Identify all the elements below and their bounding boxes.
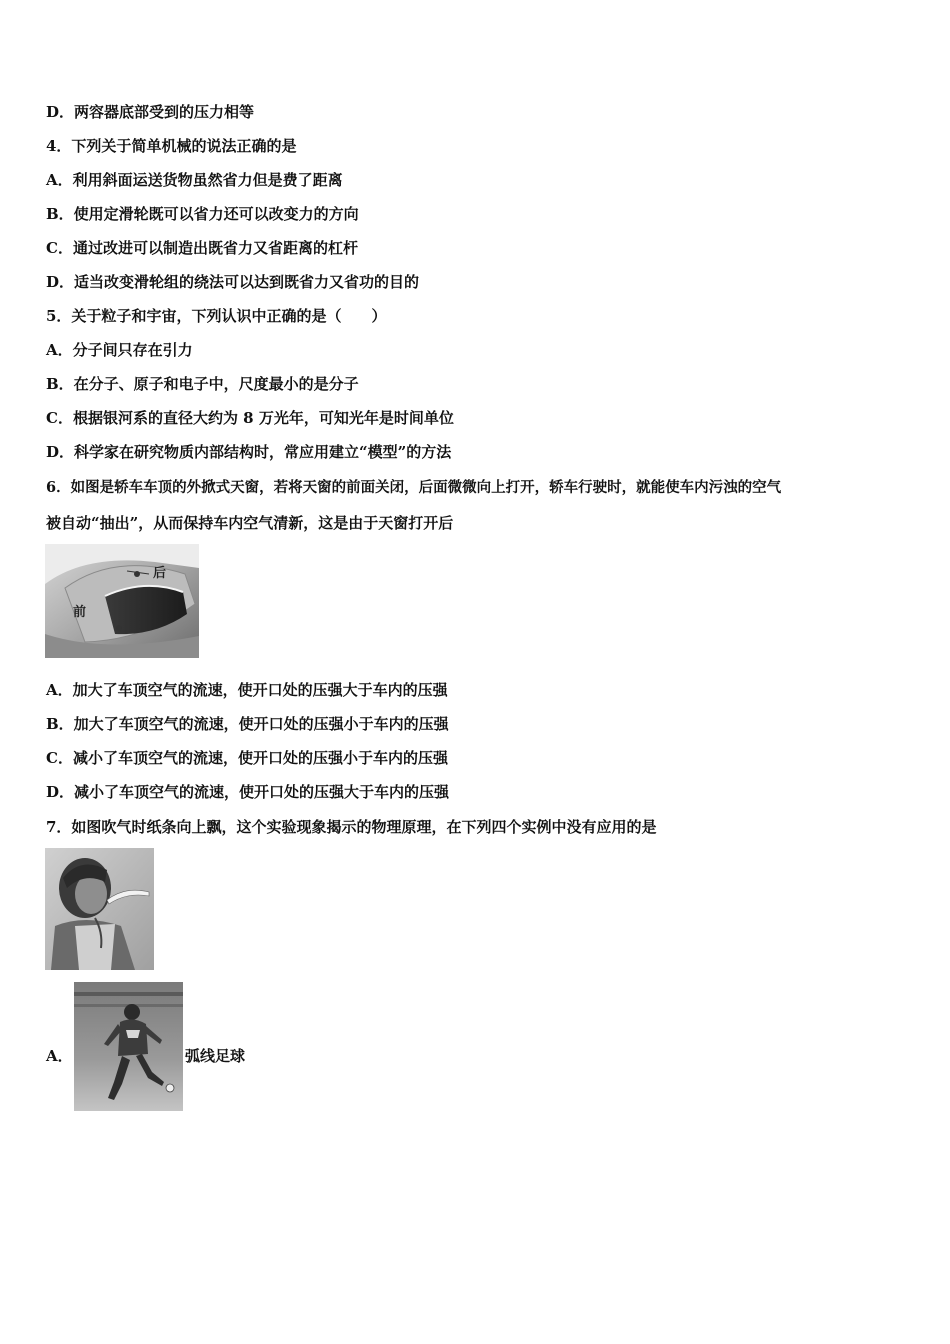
q7-option-a-text: 弧线足球 — [185, 1047, 246, 1065]
q6-stem-line1: 6．如图是轿车车顶的外掀式天窗，若将天窗的前面关闭，后面微微向上打开，轿车行驶时，就能使车内污浊的空气 — [46, 479, 782, 496]
sunroof-label-rear: 后 — [153, 566, 167, 581]
q5-option-c: C．根据银河系的直径大约为 8 万光年，可知光年是时间单位 — [46, 409, 454, 427]
q5-option-b: B．在分子、原子和电子中，尺度最小的是分子 — [46, 375, 359, 393]
q5-stem: 5．关于粒子和宇宙，下列认识中正确的是（ ） — [46, 307, 387, 325]
q5-option-d: D．科学家在研究物质内部结构时，常应用建立“模型”的方法 — [46, 443, 452, 461]
q6-option-d: D．减小了车顶空气的流速，使开口处的压强大于车内的压强 — [46, 783, 450, 801]
q6-stem-line2: 被自动“抽出”，从而保持车内空气清新，这是由于天窗打开后 — [46, 514, 454, 532]
q4-option-d: D．适当改变滑轮组的绕法可以达到既省力又省功的目的 — [46, 273, 420, 291]
q7-option-a-prefix: A． — [46, 1047, 73, 1065]
q4-option-c: C．通过改进可以制造出既省力又省距离的杠杆 — [46, 239, 358, 257]
q4-stem: 4．下列关于简单机械的说法正确的是 — [46, 137, 297, 155]
q3-option-d: D．两容器底部受到的压力相等 — [46, 103, 255, 121]
q6-option-a: A．加大了车顶空气的流速，使开口处的压强大于车内的压强 — [46, 681, 448, 699]
q6-option-b: B．加大了车顶空气的流速，使开口处的压强小于车内的压强 — [46, 715, 449, 733]
curve-football-figure — [74, 982, 183, 1111]
sunroof-figure — [45, 544, 199, 658]
q5-option-a: A．分子间只存在引力 — [46, 341, 193, 359]
q7-stem: 7．如图吹气时纸条向上飘，这个实验现象揭示的物理原理，在下列四个实例中没有应用的是 — [46, 818, 657, 836]
q6-option-c: C．减小了车顶空气的流速，使开口处的压强小于车内的压强 — [46, 749, 448, 767]
blowing-paper-figure — [45, 848, 154, 970]
q4-option-a: A．利用斜面运送货物虽然省力但是费了距离 — [46, 171, 343, 189]
q4-option-b: B．使用定滑轮既可以省力还可以改变力的方向 — [46, 205, 359, 223]
sunroof-label-front: 前 — [73, 605, 87, 620]
